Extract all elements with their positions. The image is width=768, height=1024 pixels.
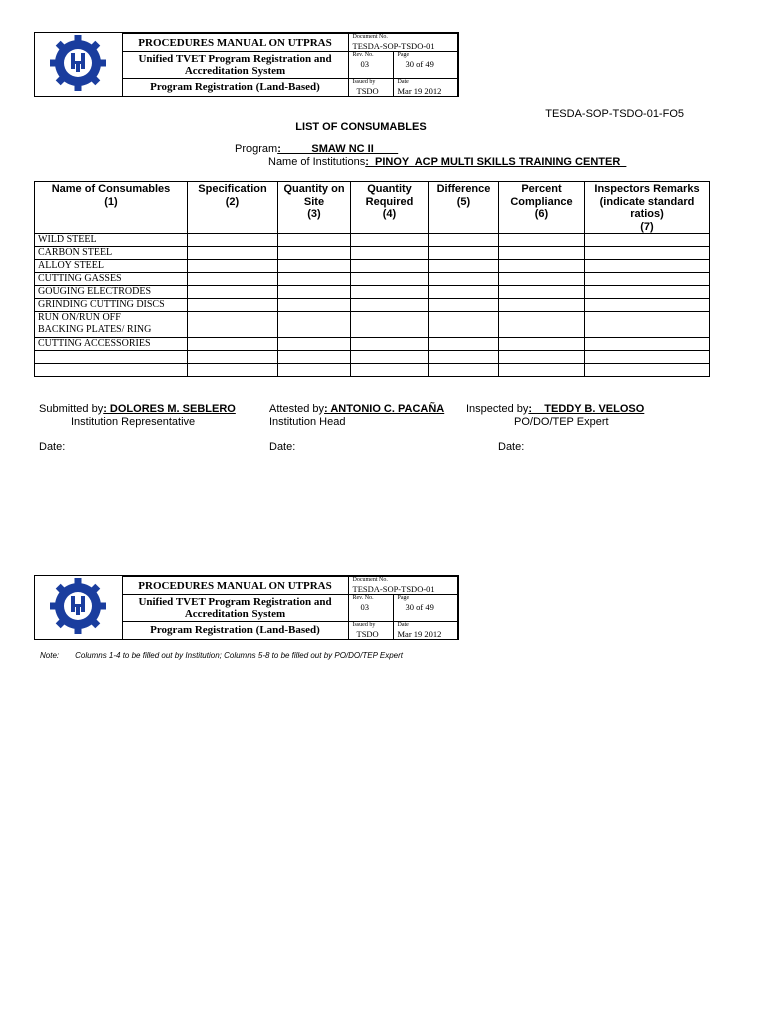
table-row bbox=[35, 273, 710, 286]
consumables-table bbox=[34, 181, 710, 377]
program-label: Program bbox=[235, 143, 278, 155]
issued-cell bbox=[348, 78, 393, 96]
submitted-label: Submitted by bbox=[39, 403, 104, 415]
page-cell bbox=[393, 595, 458, 621]
doc-title: LIST OF CONSUMABLES bbox=[295, 121, 427, 133]
table-row bbox=[35, 338, 710, 351]
institution-line bbox=[268, 156, 626, 168]
issued-label: Issued by bbox=[352, 78, 376, 85]
table-row bbox=[35, 247, 710, 260]
date-cell bbox=[393, 78, 458, 96]
table-row bbox=[35, 260, 710, 273]
footnote bbox=[40, 651, 403, 660]
col-header: Name of Consumables (1) bbox=[35, 182, 188, 234]
institution-label: Name of Institutions bbox=[268, 156, 366, 168]
program-value: : SMAW NC II bbox=[277, 143, 399, 155]
table-row bbox=[35, 234, 710, 247]
rev-cell bbox=[348, 595, 393, 621]
table-header-row bbox=[35, 182, 710, 234]
col-header: Percent Compliance (6) bbox=[499, 182, 585, 234]
doc-no-label: Document No. bbox=[352, 577, 388, 583]
attested-name: : ANTONIO C. PACAÑA bbox=[324, 403, 445, 415]
attested-by bbox=[269, 403, 444, 415]
consumable-name: RUN ON/RUN OFF BACKING PLATES/ RING bbox=[35, 312, 188, 338]
rev-value: 03 bbox=[360, 59, 369, 70]
inspected-role: PO/DO/TEP Expert bbox=[514, 416, 609, 428]
doc-no-value: TESDA-SOP-TSDO-01 bbox=[352, 584, 435, 594]
tesda-logo-icon bbox=[47, 577, 109, 635]
doc-no-cell bbox=[348, 577, 458, 595]
col-header: Quantity on Site (3) bbox=[278, 182, 351, 234]
date-field-submitted: Date: bbox=[39, 441, 66, 453]
inspected-name: : TEDDY B. VELOSO bbox=[528, 403, 645, 415]
program-line bbox=[235, 143, 398, 155]
doc-no-label: Document No. bbox=[352, 34, 388, 40]
issued-cell bbox=[348, 621, 393, 639]
issued-label: Issued by bbox=[352, 621, 376, 628]
date-field-attested: Date: bbox=[269, 441, 296, 453]
col-header: Quantity Required (4) bbox=[351, 182, 429, 234]
submitted-role: Institution Representative bbox=[71, 416, 196, 428]
rev-cell bbox=[348, 52, 393, 78]
attested-label: Attested by bbox=[269, 403, 325, 415]
tesda-logo-cell bbox=[35, 577, 122, 640]
consumable-name: GRINDING CUTTING DISCS bbox=[35, 299, 188, 312]
consumable-name bbox=[35, 351, 188, 364]
form-code: TESDA-SOP-TSDO-01-FO5 bbox=[545, 108, 684, 120]
consumable-name bbox=[35, 364, 188, 377]
section-title: Program Registration (Land-Based) bbox=[122, 621, 348, 639]
note-label: Note: bbox=[40, 651, 60, 660]
tesda-logo-icon bbox=[47, 34, 109, 92]
section-title: Program Registration (Land-Based) bbox=[122, 78, 348, 96]
date-value: Mar 19 2012 bbox=[397, 628, 442, 639]
col-header: Specification (2) bbox=[188, 182, 278, 234]
table-row bbox=[35, 351, 710, 364]
consumable-name: WILD STEEL bbox=[35, 234, 188, 247]
document-header-bottom bbox=[34, 575, 459, 640]
page-cell bbox=[393, 52, 458, 78]
date-label: Date bbox=[397, 621, 409, 628]
manual-title: PROCEDURES MANUAL ON UTPRAS bbox=[122, 34, 348, 52]
date-label: Date bbox=[397, 78, 409, 85]
institution-value: : PINOY ACP MULTI SKILLS TRAINING CENTER bbox=[365, 156, 627, 168]
system-title: Unified TVET Program Registration and Accreditation System bbox=[122, 595, 348, 621]
issued-value: TSDO bbox=[356, 628, 379, 639]
manual-title: PROCEDURES MANUAL ON UTPRAS bbox=[122, 577, 348, 595]
note-text: Columns 1-4 to be filled out by Institution; Columns 5-8 to be filled out by PO/DO/TEP Expert bbox=[75, 651, 403, 660]
submitted-name: : DOLORES M. SEBLERO bbox=[103, 403, 236, 415]
doc-no-cell bbox=[348, 34, 458, 52]
system-title: Unified TVET Program Registration and Accreditation System bbox=[122, 52, 348, 78]
table-row bbox=[35, 312, 710, 338]
consumable-name: ALLOY STEEL bbox=[35, 260, 188, 273]
date-field-inspected: Date: bbox=[498, 441, 525, 453]
submitted-by bbox=[39, 403, 236, 415]
page-label: Page bbox=[397, 595, 410, 602]
col-header: Inspectors Remarks (indicate standard ratios) (7) bbox=[585, 182, 710, 234]
date-cell bbox=[393, 621, 458, 639]
page-label: Page bbox=[397, 52, 410, 59]
page-value: 30 of 49 bbox=[405, 59, 434, 70]
col-header: Difference (5) bbox=[429, 182, 499, 234]
table-row bbox=[35, 364, 710, 377]
consumable-name: CUTTING GASSES bbox=[35, 273, 188, 286]
consumable-name: GOUGING ELECTRODES bbox=[35, 286, 188, 299]
rev-label: Rev. No. bbox=[352, 52, 374, 59]
document-header-top bbox=[34, 32, 459, 97]
inspected-label: Inspected by bbox=[466, 403, 529, 415]
page-value: 30 of 49 bbox=[405, 602, 434, 613]
consumable-name: CARBON STEEL bbox=[35, 247, 188, 260]
table-row bbox=[35, 286, 710, 299]
attested-role: Institution Head bbox=[269, 416, 346, 428]
doc-no-value: TESDA-SOP-TSDO-01 bbox=[352, 41, 435, 51]
issued-value: TSDO bbox=[356, 85, 379, 96]
rev-value: 03 bbox=[360, 602, 369, 613]
inspected-by bbox=[466, 403, 644, 415]
date-value: Mar 19 2012 bbox=[397, 85, 442, 96]
tesda-logo-cell bbox=[35, 34, 122, 97]
table-row bbox=[35, 299, 710, 312]
consumable-name: CUTTING ACCESSORIES bbox=[35, 338, 188, 351]
rev-label: Rev. No. bbox=[352, 595, 374, 602]
